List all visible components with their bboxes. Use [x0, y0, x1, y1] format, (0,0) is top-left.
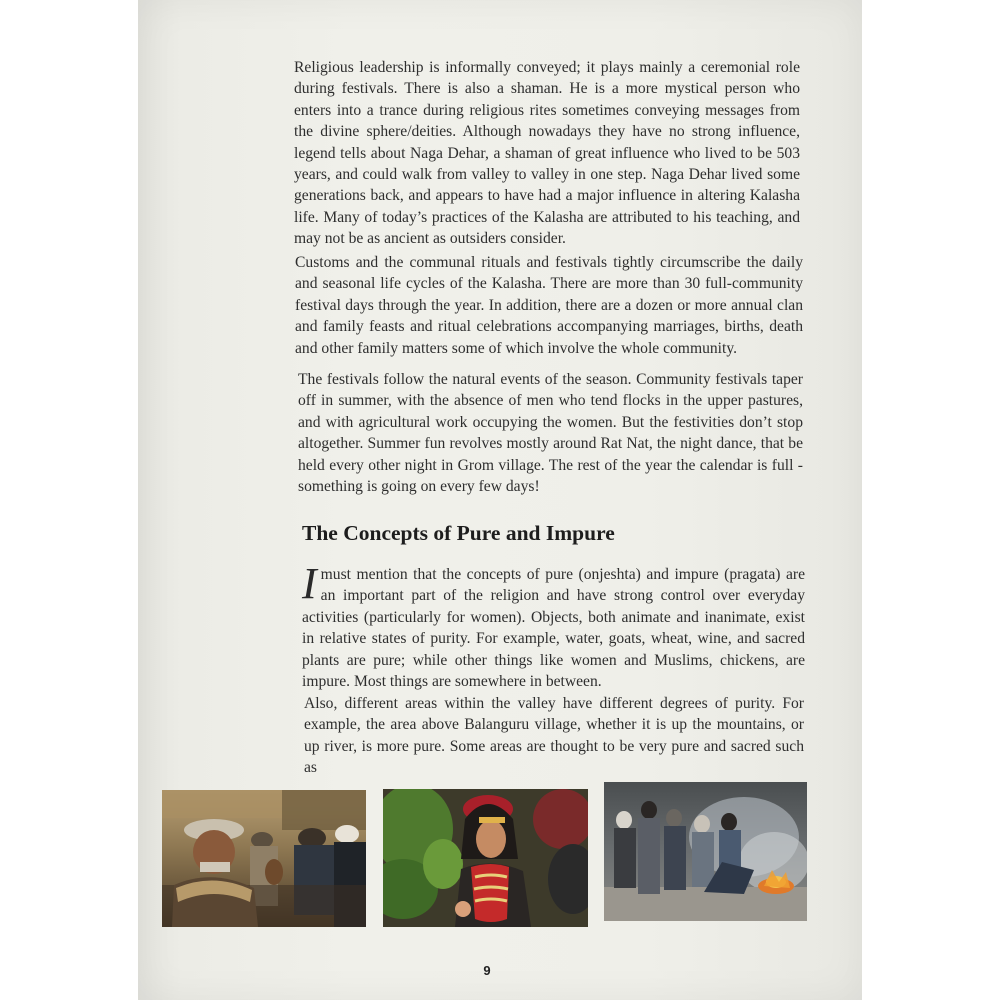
photo-ritual-fire-crowd: [604, 782, 807, 921]
section-heading: The Concepts of Pure and Impure: [302, 521, 615, 545]
page-number: 9: [483, 963, 491, 978]
paragraph-festivals: The festivals follow the natural events of the season. Community festivals taper off in summer, with the absence of men who tend flocks in the upper pastures, and with agricultural work occupying the women. But the festivities don’t stop altogether. Summer fun revolves mostly around Rat Nat, the night dance, that be held every other night in Grom village. The rest of the year the calendar is full - something is going on every few days!: [298, 371, 803, 496]
paragraph-customs: Customs and the communal rituals and festivals tightly circumscribe the daily and seasonal life cycles of the Kalasha. There are more than 30 full-community festival days through the year. In addition, there are a dozen or more annual clan and family feasts and ritual celebrations accompanying marriages, births, death and other family matters some of which involve the whole community.: [295, 254, 803, 357]
photo-elder-man-crowd: [162, 790, 366, 927]
photo-kalasha-woman-illustration: [383, 789, 588, 927]
drop-cap: I: [302, 559, 317, 608]
paragraph-areas-purity: Also, different areas within the valley have different degrees of purity. For example, the area above Balanguru village, whether it is up the mountains, or up river, is more pure. Some areas are thought to be very pure and sacred such as: [304, 695, 804, 777]
photo-elder-man-illustration: [162, 790, 366, 927]
photo-ritual-fire-illustration: [604, 782, 807, 921]
photo-kalasha-woman: [383, 789, 588, 927]
paragraph-pure-impure: [302, 559, 805, 692]
paragraph-religious-leadership: Religious leadership is informally conveyed; it plays mainly a ceremonial role during festivals. There is also a shaman. He is a more mystical person who enters into a trance during religious rites sometimes conveying messages from the divine sphere/deities. Although nowadays they have no strong influence, legend tells about Naga Dehar, a shaman of great influence who lived to be 503 years, and could walk from valley to valley in one step. Naga Dehar lived some generations back, and appears to have had a major influence in altering Kalasha life. Many of today’s practices of the Kalasha are attributed to his teaching, and may not be as ancient as outsiders consider.: [294, 59, 800, 248]
paragraph-pure-impure-text: must mention that the concepts of pure (onjeshta) and impure (pragata) are an important part of the religion and have strong control over everyday activities (particularly for women). Objects, both animate and inanimate, exist in relative states of purity. For example, water, goats, wheat, wine, and sacred plants are pure; while other things like women and Muslims, chickens, are impure. Most things are somewhere in between.: [302, 566, 805, 691]
